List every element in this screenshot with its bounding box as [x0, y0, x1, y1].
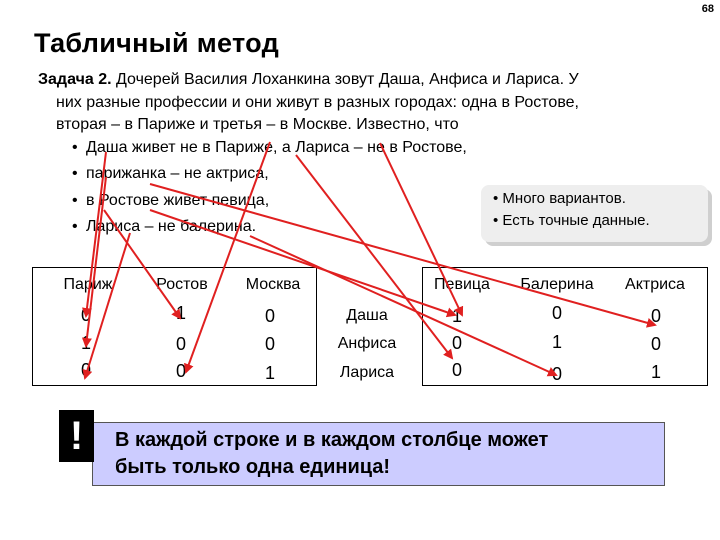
name-dasha: Даша	[346, 307, 388, 324]
condition-2: • парижанка – не актриса,	[72, 165, 269, 182]
cell-dasha-singer: 1	[451, 306, 462, 326]
header-paris: Париж	[63, 276, 113, 293]
cell-anfisa-rostov: 0	[175, 334, 186, 354]
condition-1: • Даша живет не в Париже, а Лариса – не в Ростове,	[72, 139, 467, 156]
cell-anfisa-actress: 0	[650, 334, 661, 354]
rule-box	[92, 422, 665, 486]
task-label: Задача 2.	[38, 71, 112, 88]
header-moscow: Москва	[245, 276, 301, 293]
cell-anfisa-paris: 1	[80, 333, 91, 353]
cell-dasha-rostov: 1	[175, 303, 186, 323]
cell-larisa-paris: 0	[80, 360, 91, 380]
cell-larisa-singer: 0	[451, 360, 462, 380]
page-number: 68	[701, 3, 714, 15]
task-line-2: них разные профессии и они живут в разных городах: одна в Ростове,	[56, 94, 579, 111]
note-line-2: • Есть точные данные.	[493, 212, 650, 229]
condition-4: • Лариса – не балерина.	[72, 218, 257, 235]
cell-larisa-ballerina: 0	[551, 364, 562, 384]
header-ballerina: Балерина	[520, 276, 594, 293]
note-box	[481, 185, 708, 242]
page-title: Табличный метод	[34, 28, 280, 58]
header-rostov: Ростов	[156, 276, 208, 293]
cell-dasha-paris: 0	[80, 305, 91, 325]
condition-3: • в Ростове живет певица,	[72, 192, 270, 209]
rule-line-1: В каждой строке и в каждом столбце может	[115, 429, 549, 451]
exclamation-icon: !	[59, 410, 94, 462]
rule-line-2: быть только одна единица!	[115, 456, 391, 478]
cell-larisa-rostov: 0	[175, 361, 186, 381]
header-singer: Певица	[434, 276, 490, 293]
cell-anfisa-moscow: 0	[264, 334, 275, 354]
rule-text	[115, 427, 548, 481]
note-line-1: • Много вариантов.	[493, 190, 626, 207]
cell-larisa-actress: 1	[650, 362, 661, 382]
header-actress: Актриса	[625, 276, 685, 293]
cell-dasha-moscow: 0	[264, 306, 275, 326]
task-line-1	[38, 68, 579, 91]
cell-anfisa-ballerina: 1	[551, 332, 562, 352]
task-line-3: вторая – в Париже и третья – в Москве. Известно, что	[56, 116, 459, 133]
task-text-1: Дочерей Василия Лоханкина зовут Даша, Анфиса и Лариса. У	[111, 71, 579, 88]
name-anfisa: Анфиса	[337, 335, 397, 352]
cell-dasha-ballerina: 0	[551, 303, 562, 323]
cell-anfisa-singer: 0	[451, 333, 462, 353]
cell-larisa-moscow: 1	[264, 363, 275, 383]
cell-dasha-actress: 0	[650, 306, 661, 326]
name-larisa: Лариса	[339, 364, 395, 381]
